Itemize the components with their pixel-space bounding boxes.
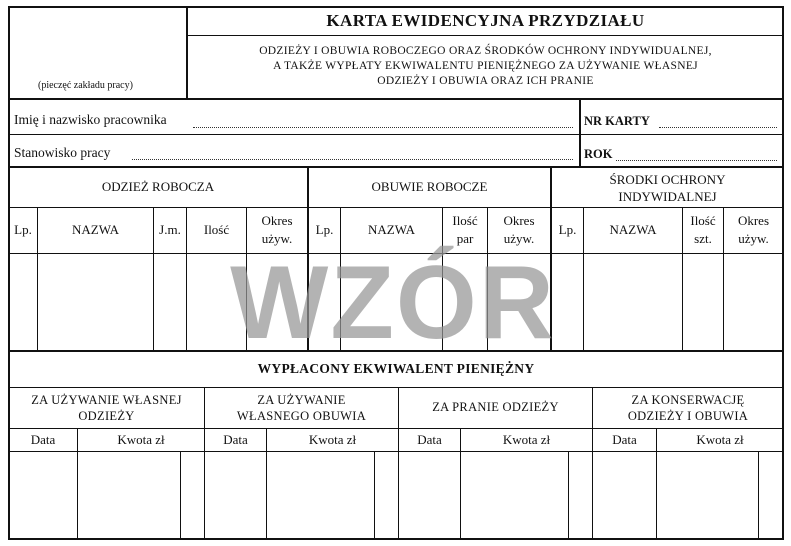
col-header-quantity: Ilość	[203, 222, 230, 238]
col-header-period-line-1: Okres	[261, 212, 293, 228]
equiv-own-clothing-line-2: ODZIEŻY	[78, 408, 135, 423]
equiv-amount-header: Kwota zł	[696, 431, 744, 447]
year-field[interactable]	[616, 160, 777, 161]
equiv-own-footwear-line-2: WŁASNEGO OBUWIA	[236, 408, 367, 423]
section-footwear-header: OBUWIE ROBOCZE	[371, 179, 488, 195]
section-protection-header-line-2: INDYWIDALNEJ	[618, 188, 717, 204]
equivalent-title-line	[9, 387, 783, 388]
equiv-amount-header: Kwota zł	[117, 431, 165, 447]
equiv-maintenance-line-1: ZA KONSERWACJĘ	[631, 392, 745, 407]
col-header-pieces-line-2: szt.	[694, 230, 712, 246]
equiv-date-header: Data	[223, 431, 248, 447]
card-number-field[interactable]	[659, 127, 777, 128]
equiv-amount-header: Kwota zł	[308, 431, 357, 447]
section-clothing-header: ODZIEŻ ROBOCZA	[101, 179, 215, 195]
col-header-name: NAZWA	[609, 222, 657, 238]
employee-name-field[interactable]	[193, 127, 573, 128]
form-subtitle-line-2: A TAKŻE WYPŁATY EKWIWALENTU PIENIĘŻNEGO ZA UŻYWANIE WŁASNEJ	[273, 59, 698, 72]
section-protection-header-line-1: ŚRODKI OCHRONY	[609, 171, 726, 187]
equivalent-title: WYPŁACONY EKWIWALENT PIENIĘŻNY	[257, 361, 535, 377]
header-bottom-line	[9, 98, 783, 100]
equiv-washing: ZA PRANIE ODZIEŻY	[432, 400, 559, 415]
year-label: ROK	[584, 147, 613, 161]
col-header-pairs-line-1: Ilość	[452, 212, 478, 228]
col-header-period-line-2: używ.	[261, 230, 293, 246]
col-header-name: NAZWA	[368, 222, 415, 238]
col-header-period-line-1: Okres	[737, 212, 770, 228]
info-mid-line	[9, 134, 783, 135]
watermark: WZÓR	[230, 245, 556, 361]
title-underline	[187, 35, 783, 36]
equivalent-entry-area[interactable]	[9, 452, 783, 539]
form-subtitle-line-3: ODZIEŻY I OBUWIA ORAZ ICH PRANIE	[377, 74, 594, 87]
col-header-lp: Lp.	[558, 222, 577, 238]
col-header-period-line-2: używ.	[503, 230, 535, 246]
col-header-unit: J.m.	[159, 222, 181, 238]
col-header-period-line-2: używ.	[738, 230, 769, 246]
col-header-lp: Lp.	[315, 222, 334, 238]
equiv-date-header: Data	[612, 431, 637, 447]
equiv-amount-header: Kwota zł	[502, 431, 551, 447]
employee-name-label: Imię i nazwisko pracownika	[14, 112, 167, 127]
stamp-label: (pieczęć zakładu pracy)	[38, 80, 133, 91]
form-title: KARTA EWIDENCYJNA PRZYDZIAŁU	[326, 10, 645, 30]
position-label: Stanowisko pracy	[14, 145, 111, 160]
info-right-divider	[579, 99, 581, 167]
equiv-date-header: Data	[30, 431, 56, 447]
col-header-period-line-1: Okres	[503, 212, 535, 228]
card-number-label: NR KARTY	[584, 114, 650, 128]
equiv-own-footwear-line-1: ZA UŻYWANIE	[257, 392, 346, 407]
position-field[interactable]	[132, 159, 573, 160]
equiv-maintenance-line-2: ODZIEŻY I OBUWIA	[627, 408, 749, 423]
col-header-name: NAZWA	[72, 222, 119, 238]
equiv-own-clothing-line-1: ZA UŻYWANIE WŁASNEJ	[31, 392, 182, 407]
form-subtitle-line-1: ODZIEŻY I OBUWIA ROBOCZEGO ORAZ ŚRODKÓW OCHRONY INDYWIDUALNEJ,	[259, 44, 712, 57]
equiv-date-header: Data	[417, 431, 442, 447]
col-header-lp: Lp.	[14, 222, 32, 238]
col-header-pieces-line-1: Ilość	[690, 212, 716, 228]
col-header-pairs-line-2: par	[456, 230, 474, 246]
